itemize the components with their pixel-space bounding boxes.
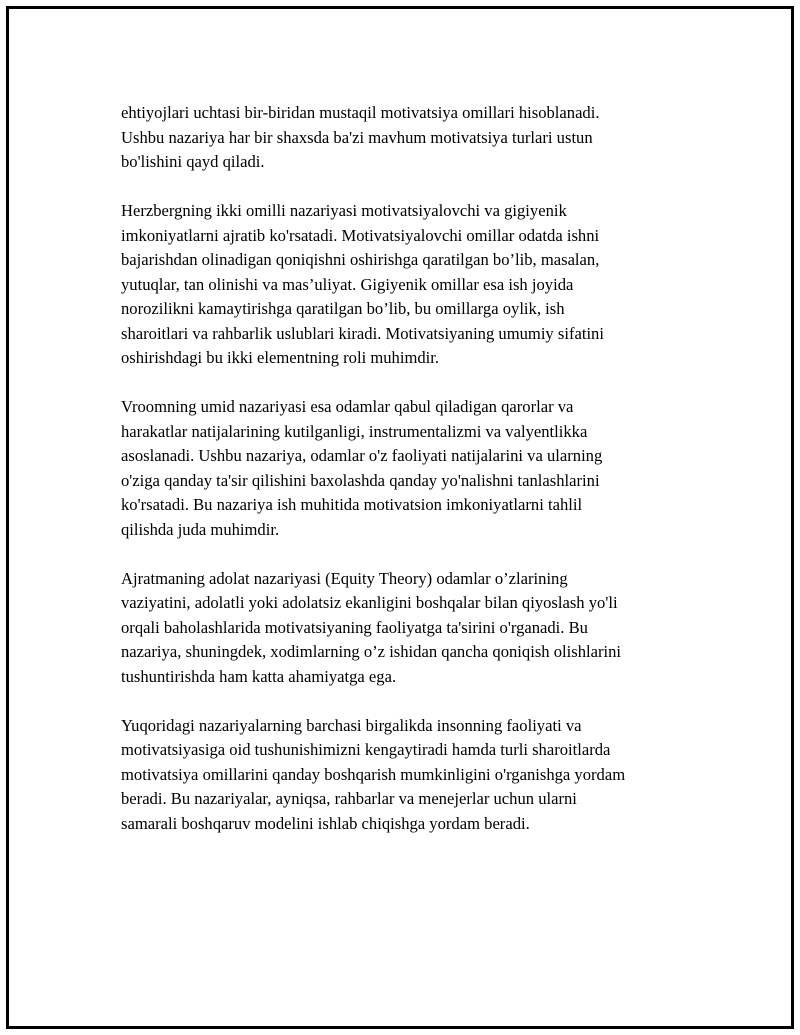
text-line: nazariya, shuningdek, xodimlarning o’z ishidan qancha qoniqish olishlarini xyxy=(121,642,622,661)
text-line: samarali boshqaruv modelini ishlab chiqishga yordam beradi. xyxy=(121,813,530,833)
text-line: Yuqoridagi nazariyalarning barchasi birgalikda insonning faoliyati va xyxy=(121,715,582,735)
text-line: bo'lishini qayd qiladi. xyxy=(121,152,265,171)
text-line: norozilikni kamaytirishga qaratilgan bo’lib, bu omillarga oylik, ish xyxy=(121,299,565,318)
text-line: ko'rsatadi. Bu nazariya ish muhitida motivatsion imkoniyatlarni tahlil xyxy=(121,495,583,514)
text-line: tushuntirishda ham katta ahamiyatga ega. xyxy=(121,666,397,686)
text-line: orqali baholashlarida motivatsiyaning faoliyatga ta'sirini o'rganadi. Bu xyxy=(121,617,588,637)
text-line: bajarishdan olinadigan qoniqishni oshirishga qaratilgan bo’lib, masalan, xyxy=(121,250,600,269)
body-text xyxy=(121,101,681,861)
paragraph-1 xyxy=(121,101,681,175)
document-page xyxy=(6,6,794,1029)
paragraph-3 xyxy=(121,395,681,542)
text-line: Ajratmaning adolat nazariyasi (Equity Theory) odamlar o’zlarining xyxy=(121,568,568,588)
text-line: vaziyatini, adolatli yoki adolatsiz ekanligini boshqalar bilan qiyoslash yo'li xyxy=(121,593,618,612)
text-line: Ushbu nazariya har bir shaxsda ba'zi mavhum motivatsiya turlari ustun xyxy=(121,127,593,147)
text-line: Vroomning umid nazariyasi esa odamlar qabul qiladigan qarorlar va xyxy=(121,397,574,416)
text-line: sharoitlari va rahbarlik uslublari kiradi. Motivatsiyaning umumiy sifatini xyxy=(121,323,604,343)
text-line: motivatsiya omillarini qanday boshqarish mumkinligini o'rganishga yordam xyxy=(121,764,626,784)
text-line: asoslanadi. Ushbu nazariya, odamlar o'z faoliyati natijalarini va ularning xyxy=(121,446,603,465)
paragraph-5 xyxy=(121,714,681,837)
text-line: motivatsiyasiga oid tushunishimizni kengaytiradi hamda turli sharoitlarda xyxy=(121,740,611,759)
text-line: o'ziga qanday ta'sir qilishini baxolashda qanday yo'nalishni tanlashlarini xyxy=(121,470,600,490)
text-line: oshirishdagi bu ikki elementning roli muhimdir. xyxy=(121,348,440,367)
text-line: harakatlar natijalarining kutilganligi, instrumentalizmi va valyentlikka xyxy=(121,421,588,441)
text-line: ehtiyojlari uchtasi bir-biridan mustaqil motivatsiya omillari hisoblanadi. xyxy=(121,103,600,122)
text-line: imkoniyatlarni ajratib ko'rsatadi. Motivatsiyalovchi omillar odatda ishni xyxy=(121,225,600,245)
text-line: qilishda juda muhimdir. xyxy=(121,519,280,539)
paragraph-2 xyxy=(121,199,681,371)
paragraph-4 xyxy=(121,567,681,690)
text-line: yutuqlar, tan olinishi va mas’uliyat. Gigiyenik omillar esa ish joyida xyxy=(121,274,574,294)
text-line: Herzbergning ikki omilli nazariyasi motivatsiyalovchi va gigiyenik xyxy=(121,201,567,220)
text-line: beradi. Bu nazariyalar, ayniqsa, rahbarlar va menejerlar uchun ularni xyxy=(121,789,577,808)
